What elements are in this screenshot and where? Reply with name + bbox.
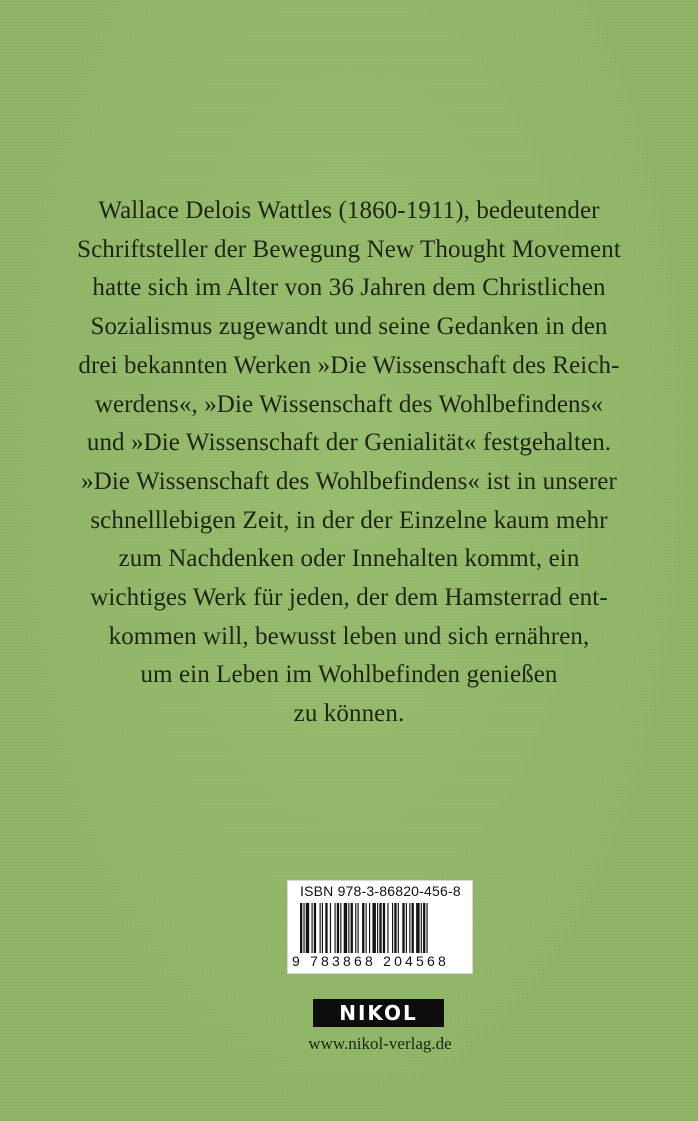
blurb-line-7: und »Die Wissenschaft der Genialität« festgehalten. [86, 429, 612, 457]
barcode-bar [366, 903, 367, 953]
barcode-bar [383, 903, 385, 953]
blurb-line-10: zum Nachdenken oder Innehalten kommt, ein [118, 545, 580, 573]
blurb-line-3: hatte sich im Alter von 36 Jahren dem Christlichen [92, 274, 606, 302]
barcode-bar [344, 903, 347, 953]
barcode-bar [348, 903, 349, 953]
barcode-bar [394, 903, 396, 953]
blurb-line-11: wichtiges Werk für jeden, der dem Hamsterrad ent- [90, 584, 608, 612]
blurb-line-2: Schriftsteller der Bewegung New Thought Movement [77, 235, 621, 263]
barcode-bar [412, 903, 414, 953]
blurb-line-5: drei bekannten Werken »Die Wissenschaft des Reich- [78, 351, 620, 379]
barcode-bar [379, 903, 381, 953]
barcode-bar [421, 903, 422, 953]
barcode-bar [406, 903, 407, 953]
barcode-bar [314, 903, 316, 953]
blurb-line-4: Sozialismus zugewandt und seine Gedanken in den [90, 313, 608, 341]
barcode-bar [325, 903, 327, 953]
blurb-line-6: werdens«, »Die Wissenschaft des Wohlbefindens« [94, 390, 604, 418]
isbn-text: ISBN 978-3-86820-456-8 [300, 883, 461, 899]
barcode-bar [306, 903, 309, 953]
barcode-bar [322, 903, 323, 953]
barcode-bar [320, 903, 321, 953]
barcode-bar [337, 903, 339, 953]
blurb-line-8: »Die Wissenschaft des Wohlbefindens« ist in unserer [81, 467, 617, 495]
publisher-logo [313, 999, 444, 1027]
publisher-logo-text: NIKOL [339, 1001, 418, 1025]
blurb-line-12: kommen will, bewusst leben und sich ernähren, [108, 622, 590, 650]
barcode-digits: 9 783868 204568 [292, 953, 449, 969]
barcode-bar [402, 903, 404, 953]
barcode-bar [427, 903, 428, 953]
back-cover-blurb [60, 192, 638, 734]
barcode-bar [335, 903, 336, 953]
barcode-bar [409, 903, 410, 953]
barcode-bar [398, 903, 399, 953]
barcode-bar [312, 903, 313, 953]
blurb-line-13: um ein Leben im Wohlbefinden genießen [140, 661, 558, 689]
barcode-bar [369, 903, 370, 953]
barcode-bar [355, 903, 356, 953]
blurb-line-1: Wallace Delois Wattles (1860-1911), bedeutender [98, 197, 600, 224]
publisher-url: www.nikol-verlag.de [308, 1034, 452, 1053]
barcode-bar [416, 903, 419, 953]
isbn-barcode-label [287, 880, 473, 974]
barcode-bar [372, 903, 375, 953]
barcode-bar [387, 903, 388, 953]
barcode-bar [300, 903, 302, 953]
blurb-line-14: zu können. [293, 700, 405, 728]
barcode-bar [392, 903, 393, 953]
barcode-bar [423, 903, 425, 953]
barcode-bar [358, 903, 359, 953]
barcode-bar [377, 903, 378, 953]
barcode-bar [303, 903, 304, 953]
barcode-bar [330, 903, 331, 953]
barcode-bar [340, 903, 341, 953]
barcode-bar [362, 903, 364, 953]
blurb-line-9: schnelllebigen Zeit, in der der Einzelne kaum mehr [90, 506, 608, 534]
barcode-icon [300, 903, 462, 953]
barcode-bar [351, 903, 353, 953]
